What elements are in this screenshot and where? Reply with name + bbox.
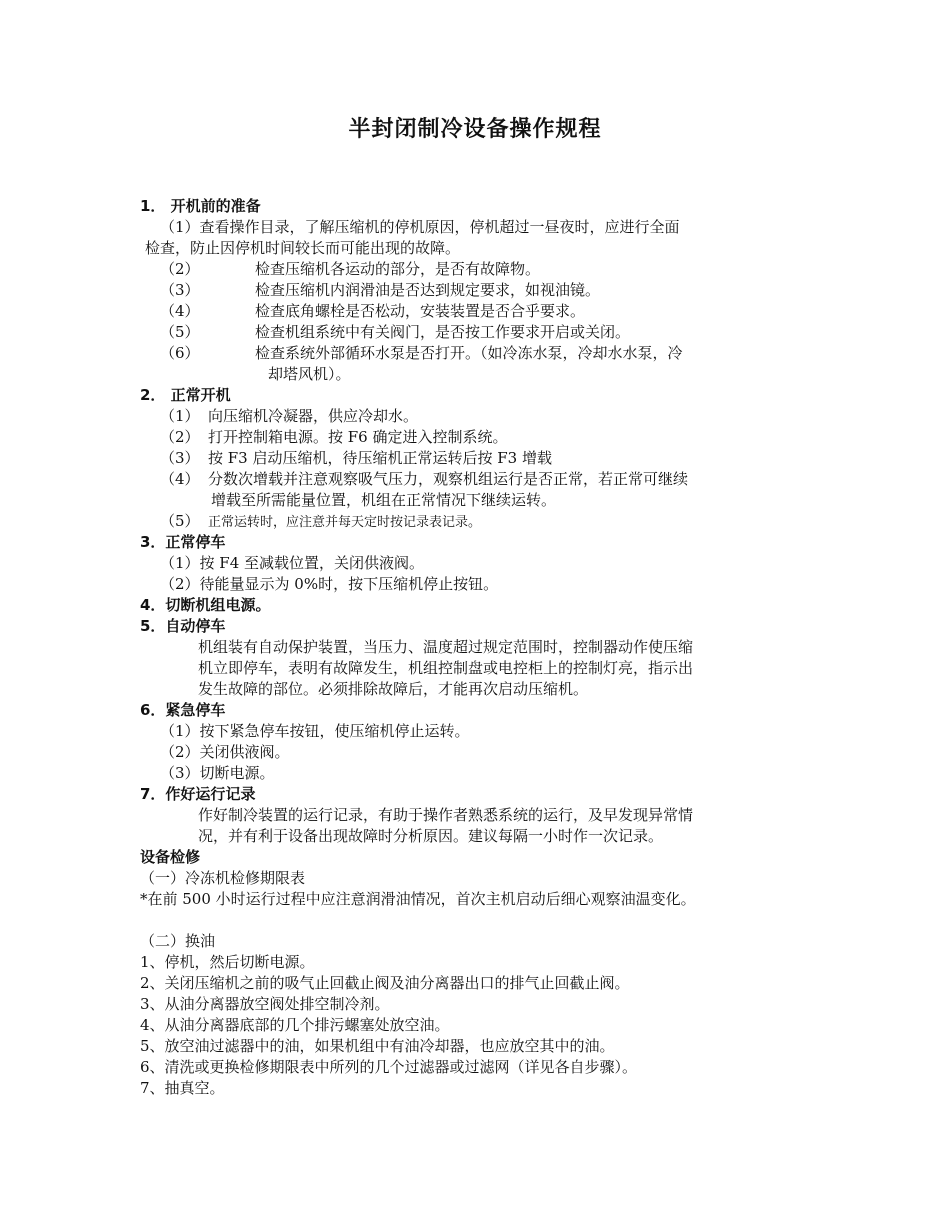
- list-item: （5） 正常运转时，应注意并每天定时按记录表记录。: [160, 512, 482, 530]
- paragraph-line: 作好制冷装置的运行记录，有助于操作者熟悉系统的运行，及早发现异常情: [198, 806, 694, 824]
- section-heading: 6．紧急停车: [140, 701, 226, 719]
- list-item: （4） 检查底角螺栓是否松动，安装装置是否合乎要求。: [160, 302, 586, 320]
- paragraph-line: 况，并有利于设备出现故障时分析原因。建议每隔一小时作一次记录。: [198, 827, 664, 845]
- paragraph-line: 增载至所需能量位置，机组在正常情况下继续运转。: [211, 491, 557, 509]
- list-item: 3、从油分离器放空阀处排空制冷剂。: [140, 995, 390, 1013]
- document-body: [140, 196, 840, 1099]
- list-item: （1） 向压缩机冷凝器，供应冷却水。: [160, 407, 419, 425]
- paragraph-line: （1）查看操作目录，了解压缩机的停机原因，停机超过一昼夜时，应进行全面: [160, 218, 680, 236]
- subsection-heading: （二）换油: [140, 932, 216, 950]
- section-heading: 设备检修: [140, 848, 201, 866]
- subsection-heading: （一）冷冻机检修期限表: [140, 869, 306, 887]
- list-item: （4） 分数次增载并注意观察吸气压力，观察机组运行是否正常，若正常可继续: [160, 470, 689, 488]
- list-item: （3） 按 F3 启动压缩机，待压缩机正常运转后按 F3 增载: [160, 449, 552, 467]
- list-item: （6） 检查系统外部循环水泵是否打开。（如冷冻水泵，冷却水水泵，冷: [160, 344, 683, 362]
- paragraph-line: 却塔风机）。: [268, 365, 351, 383]
- paragraph-line: 机立即停车，表明有故障发生，机组控制盘或电控柜上的控制灯亮，指示出: [198, 659, 694, 677]
- document-title: 半封闭制冷设备操作规程: [348, 117, 602, 142]
- section-heading: 3．正常停车: [140, 533, 226, 551]
- note-line: *在前 500 小时运行过程中应注意润滑油情况，首次主机启动后细心观察油温变化。: [140, 890, 696, 908]
- list-item: 1、停机，然后切断电源。: [140, 953, 315, 971]
- section-heading: 7．作好运行记录: [140, 785, 256, 803]
- list-item: 4、从油分离器底部的几个排污螺塞处放空油。: [140, 1016, 450, 1034]
- paragraph-line: （1）按 F4 至减载位置，关闭供液阀。: [160, 554, 425, 572]
- section-heading: 5．自动停车: [140, 617, 226, 635]
- paragraph-line: （3）切断电源。: [160, 764, 275, 782]
- list-item: （5） 检查机组系统中有关阀门，是否按工作要求开启或关闭。: [160, 323, 631, 341]
- list-item: （3） 检查压缩机内润滑油是否达到规定要求，如视油镜。: [160, 281, 601, 299]
- list-item: （2） 打开控制箱电源。按 F6 确定进入控制系统。: [160, 428, 508, 446]
- section-heading: 2． 正常开机: [140, 386, 231, 404]
- blank-line: [140, 910, 840, 931]
- section-heading: 4．切断机组电源。: [140, 596, 271, 614]
- list-item: 5、放空油过滤器中的油，如果机组中有油冷却器，也应放空其中的油。: [140, 1037, 615, 1055]
- list-item: 2、关闭压缩机之前的吸气止回截止阀及油分离器出口的排气止回截止阀。: [140, 974, 630, 992]
- paragraph-line: （2）关闭供液阀。: [160, 743, 290, 761]
- paragraph-line: 发生故障的部位。必须排除故障后，才能再次启动压缩机。: [198, 680, 589, 698]
- paragraph-line: （1）按下紧急停车按钮，使压缩机停止运转。: [160, 722, 470, 740]
- section-heading: 1． 开机前的准备: [140, 197, 261, 215]
- paragraph-line: （2）待能量显示为 0%时，按下压缩机停止按钮。: [160, 575, 499, 593]
- list-item: 7、抽真空。: [140, 1079, 225, 1097]
- paragraph-line: 检查，防止因停机时间较长而可能出现的故障。: [145, 239, 461, 257]
- list-item: 6、清洗或更换检修期限表中所列的几个过滤器或过滤网（详见各自步骤）。: [140, 1058, 638, 1076]
- paragraph-line: 机组装有自动保护装置，当压力、温度超过规定范围时，控制器动作使压缩: [198, 638, 694, 656]
- list-item: （2） 检查压缩机各运动的部分，是否有故障物。: [160, 260, 541, 278]
